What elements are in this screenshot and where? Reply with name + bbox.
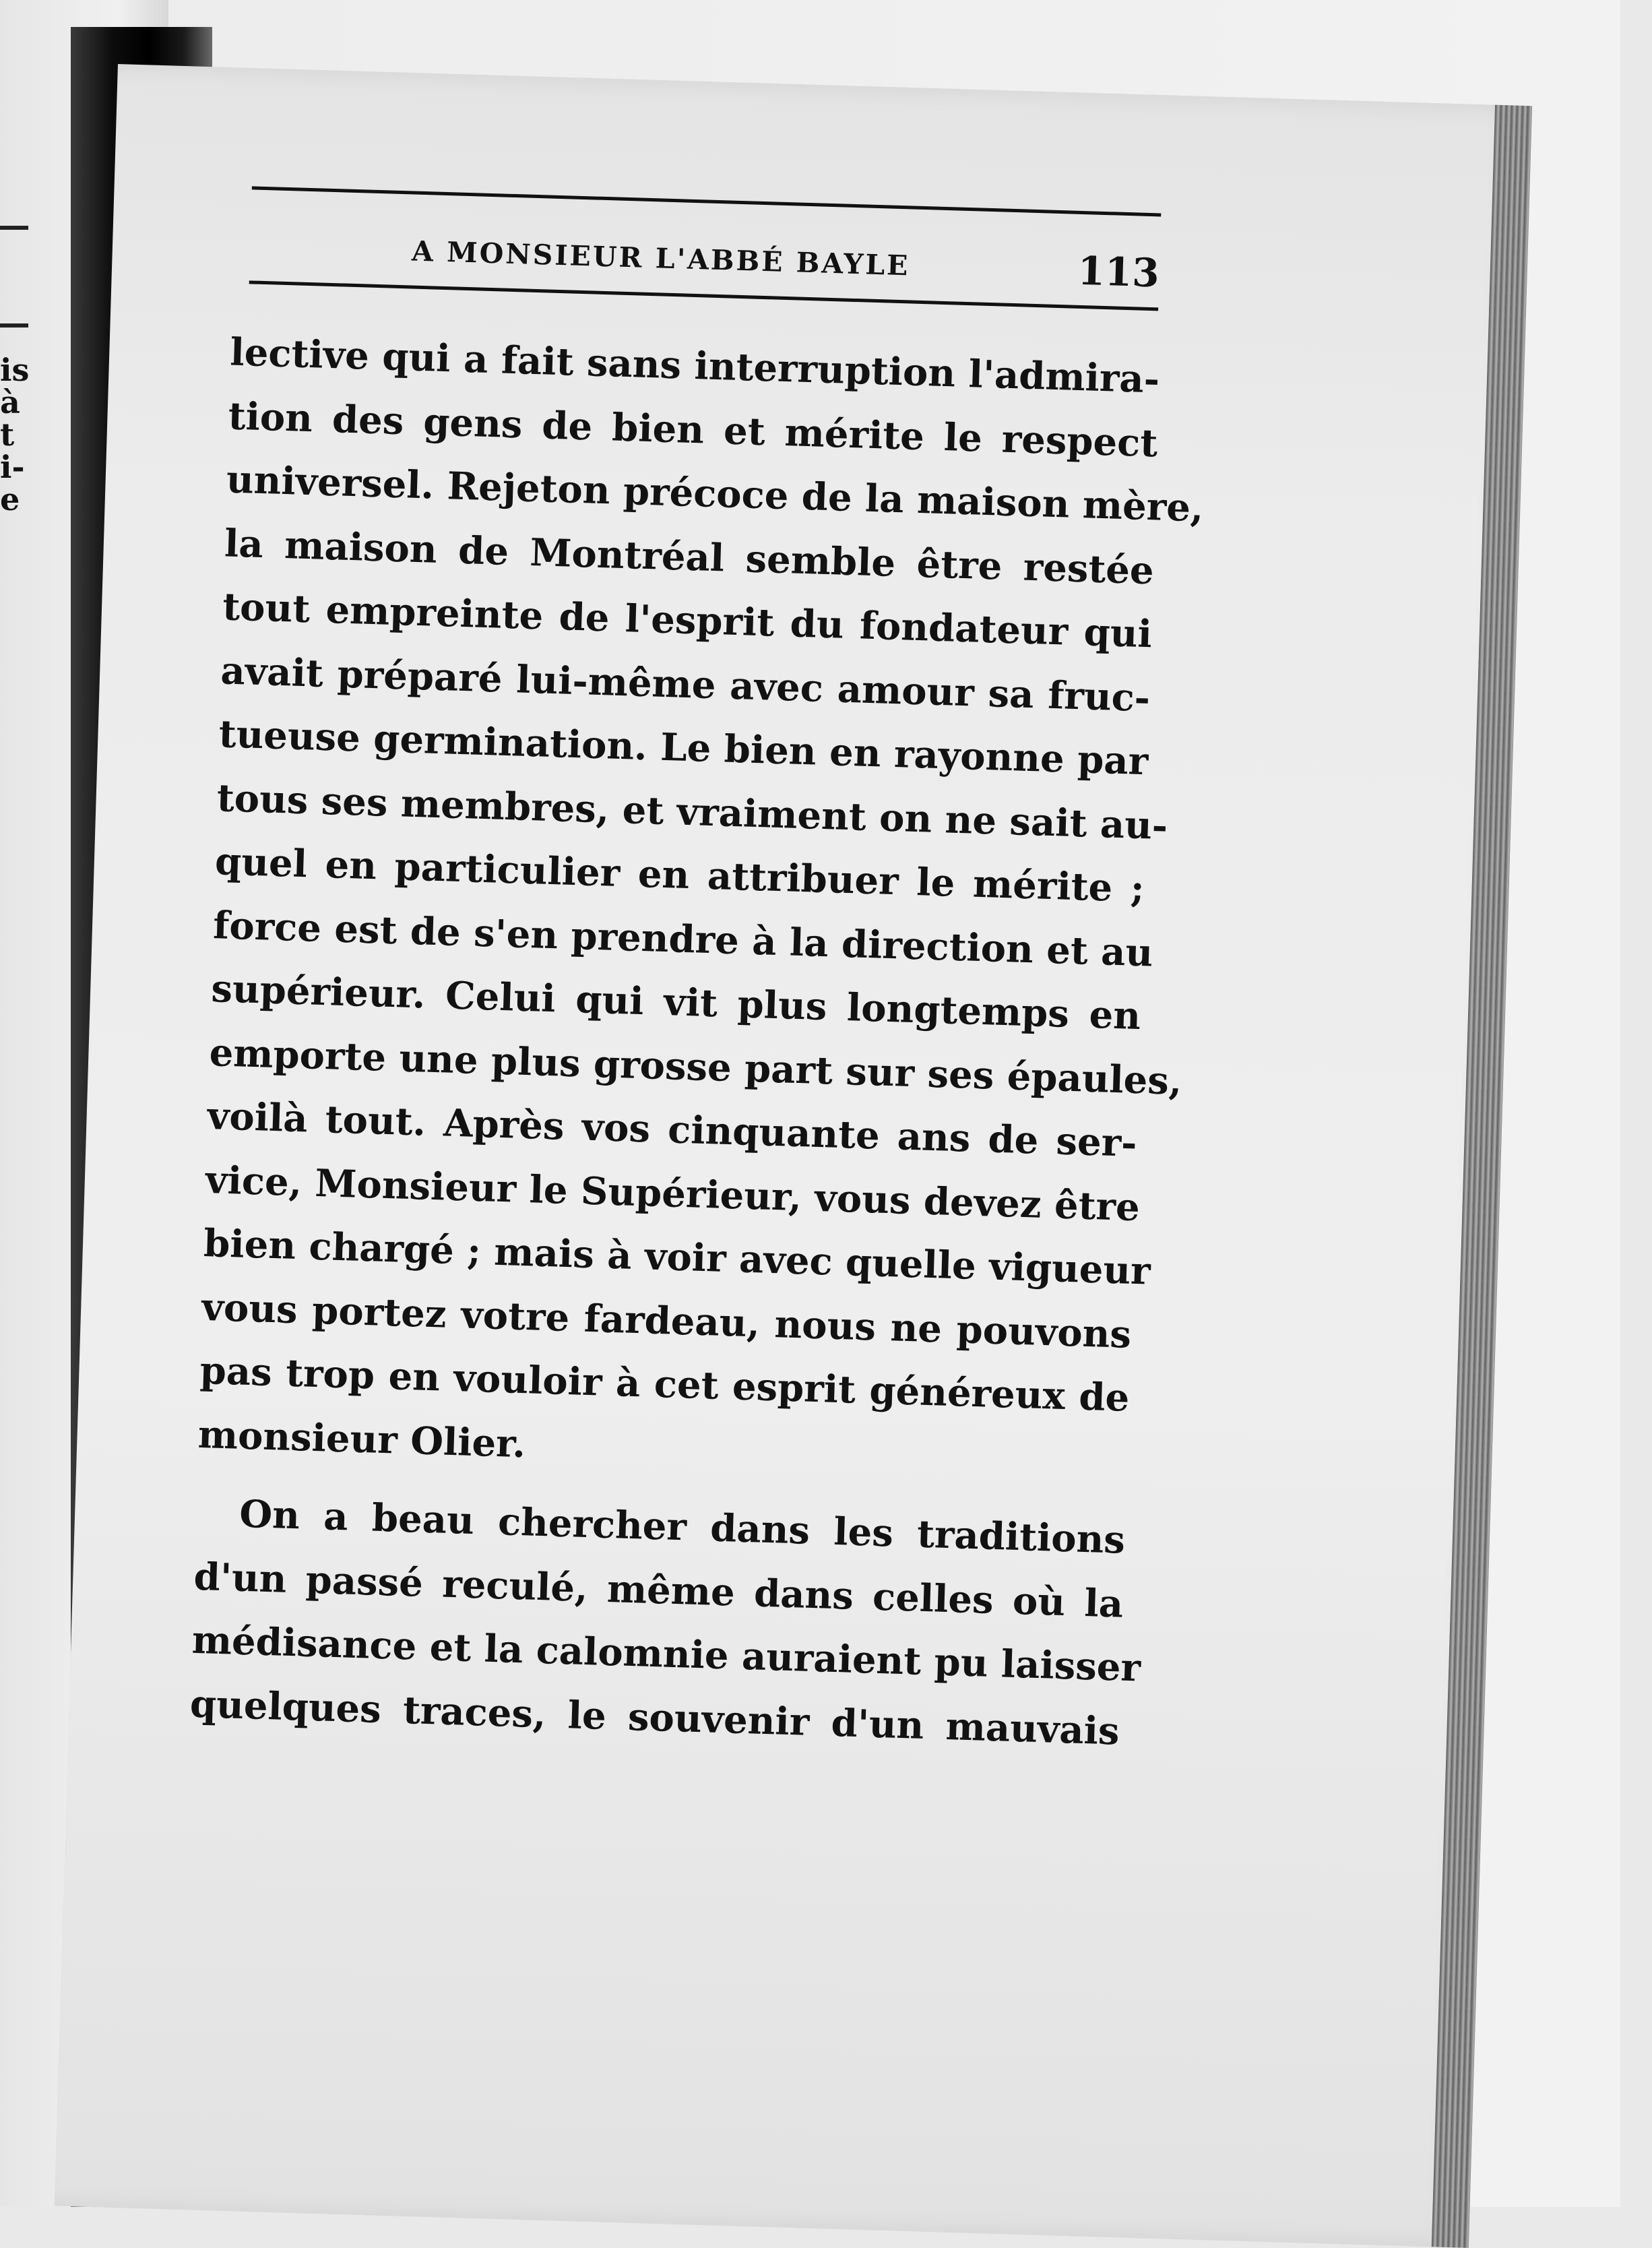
text-line: la maison de Montréal semble être restée <box>224 520 1155 593</box>
text-line: lective qui a fait sans interruption l'admira- <box>229 330 1160 402</box>
text-line: vous portez votre fardeau, nous ne pouvons <box>201 1284 1132 1357</box>
text-line: universel. Rejeton précoce de la maison mère, <box>226 457 1205 531</box>
text-line: avait préparé lui-même avec amour sa fruc- <box>220 648 1151 720</box>
text-line: supérieur. Celui qui vit plus longtemps en <box>210 966 1141 1039</box>
left-page-rule <box>0 226 28 230</box>
text-line: force est de s'en prendre à la direction et au <box>212 902 1154 976</box>
text-line: monsieur Olier. <box>197 1412 526 1466</box>
running-header-title: A MONSIEUR L'ABBÉ BAYLE <box>411 235 911 282</box>
text-line: quel en particulier en attribuer le mérite ; <box>214 839 1145 912</box>
text-line: tout empreinte de l'esprit du fondateur qui <box>222 584 1153 657</box>
text-line: voilà tout. Après vos cinquante ans de ser- <box>206 1094 1138 1166</box>
header-top-rule <box>252 186 1162 216</box>
text-line: tous ses membres, et vraiment on ne sait au- <box>216 775 1169 848</box>
text-line: emporte une plus grosse part sur ses épaules, <box>208 1030 1183 1104</box>
left-page-fragment: e <box>0 481 20 518</box>
text-line: d'un passé reculé, même dans celles où la <box>193 1554 1124 1627</box>
page-number: 113 <box>1077 247 1160 296</box>
text-line: vice, Monsieur le Supérieur, vous devez être <box>205 1157 1141 1230</box>
left-page-fragment: t <box>0 416 15 453</box>
text-line: On a beau chercher dans les traditions <box>239 1491 1126 1563</box>
text-line: tion des gens de bien et mérite le respect <box>227 394 1159 466</box>
text-line: médisance et la calomnie auraient pu laisser <box>191 1617 1141 1691</box>
text-line: tueuse germination. Le bien en rayonne par <box>218 712 1149 784</box>
text-line: bien chargé ; mais à voir avec quelle vigueur <box>203 1220 1151 1294</box>
left-page-fragment: i- <box>0 449 25 485</box>
text-line: quelques traces, le souvenir d'un mauvais <box>189 1681 1120 1754</box>
left-page-fragment: is <box>0 352 30 388</box>
text-line: pas trop en vouloir à cet esprit généreux de <box>199 1348 1131 1420</box>
body-text <box>189 321 1205 1763</box>
left-page-fragment: à <box>0 384 20 420</box>
